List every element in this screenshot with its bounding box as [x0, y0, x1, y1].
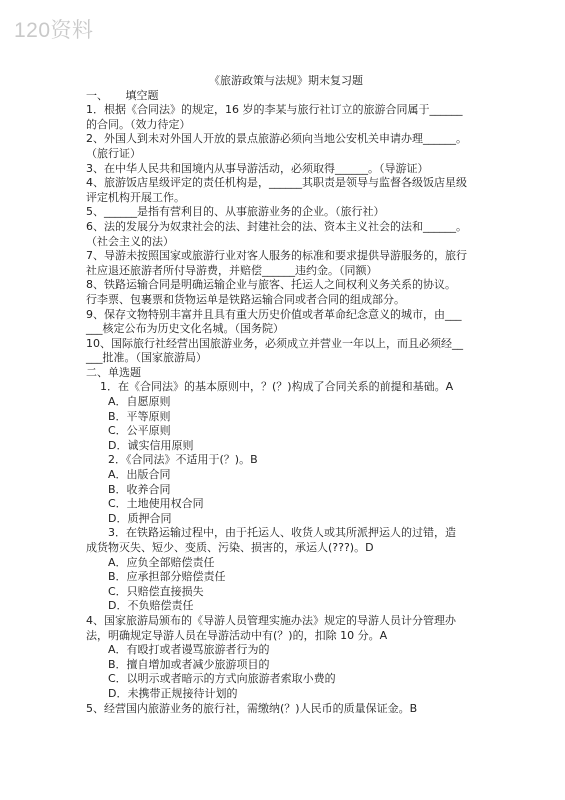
- question-line: 5、______是指有营利目的、从事旅游业务的企业。（旅行社）: [86, 205, 385, 219]
- answer-option: C．土地使用权合同: [108, 497, 204, 511]
- answer-option: C．以明示或者暗示的方式向旅游者索取小费的: [108, 672, 336, 686]
- question-line: 1．在《合同法》的基本原则中，？(？)构成了合同关系的前提和基础。A: [100, 380, 454, 394]
- section-heading-fill-in: 一、 填空题: [86, 88, 159, 102]
- question-line: 1．根据《合同法》的规定，16 岁的李某与旅行社订立的旅游合同属于______: [86, 103, 463, 117]
- answer-option: A．出版合同: [108, 468, 171, 482]
- answer-option: B．应承担部分赔偿责任: [108, 570, 226, 584]
- question-line: 7、导游未按照国家或旅游行业对客人服务的标准和要求提供导游服务的，旅行: [86, 249, 467, 263]
- question-line: 8、铁路运输合同是明确运输企业与旅客、托运人之间权利义务关系的协议。: [86, 278, 456, 292]
- question-line: ___批准。（国家旅游局）: [86, 351, 207, 365]
- answer-option: D．质押合同: [108, 511, 172, 525]
- question-line: 的合同。（效力待定）: [86, 117, 191, 131]
- question-line: 3．在铁路运输过程中，由于托运人、收货人或其所派押运人的过错，造: [108, 526, 456, 540]
- question-line: 成货物灭失、短少、变质、污染、损害的，承运人(???)。D: [86, 541, 374, 554]
- document-title: 《旅游政策与法规》期末复习题: [209, 74, 363, 87]
- answer-option: A．有殴打或者谩骂旅游者行为的: [108, 643, 270, 657]
- answer-option: D．诚实信用原则: [108, 438, 194, 452]
- question-line: 评定机构开展工作。: [86, 190, 185, 204]
- question-line: 2．《合同法》不适用于(？)。B: [108, 453, 258, 467]
- question-line: 行李票、包裹票和货物运单是铁路运输合同或者合同的组成部分。: [86, 292, 405, 306]
- question-line: ___核定公布为历史文化名城。（国务院）: [86, 322, 284, 336]
- answer-option: B．收养合同: [108, 482, 171, 496]
- question-line: 5、经营国内旅游业务的旅行社，需缴纳(？)人民币的质量保证金。B: [86, 701, 418, 715]
- question-line: （社会主义的法）: [86, 234, 174, 248]
- answer-option: C．只赔偿直接损失: [108, 584, 204, 598]
- question-line: 社应退还旅游者所付导游费，并赔偿______违约金。（同额）: [86, 263, 378, 277]
- watermark: 120资料: [14, 19, 94, 42]
- question-line: 6、法的发展分为奴隶社会的法、封建社会的法、资本主义社会的法和______。: [86, 219, 467, 233]
- answer-option: B．平等原则: [108, 409, 171, 423]
- answer-option: A．应负全部赔偿责任: [108, 555, 215, 569]
- question-line: 3、在中华人民共和国境内从事导游活动，必须取得______。（导游证）: [86, 161, 429, 175]
- question-line: 4、国家旅游局颁布的《导游人员管理实施办法》规定的导游人员计分管理办: [86, 613, 456, 627]
- answer-option: C．公平原则: [108, 424, 171, 438]
- question-line: （旅行证）: [86, 146, 141, 160]
- section-heading-single-choice: 二、单选题: [86, 365, 141, 379]
- question-line: 4、旅游饭店星级评定的责任机构是，______其职责是领导与监督各级饭店星级: [86, 176, 467, 190]
- question-line: 法，明确规定导游人员在导游活动中有(？)的，扣除 10 分。A: [86, 628, 388, 642]
- question-line: 9、保存文物特别丰富并且具有重大历史价值或者革命纪念意义的城市，由___: [86, 307, 462, 321]
- question-line: 2、外国人到未对外国人开放的景点旅游必须向当地公安机关申请办理______。: [86, 132, 467, 146]
- answer-option: A．自愿原则: [108, 395, 171, 409]
- document-body: [86, 74, 486, 716]
- answer-option: D．不负赔偿责任: [108, 599, 194, 613]
- answer-option: B．擅自增加或者减少旅游项目的: [108, 657, 270, 671]
- answer-option: D．未携带正规接待计划的: [108, 686, 238, 700]
- question-line: 10、国际旅行社经营出国旅游业务，必须成立并营业一年以上，而且必须经__: [86, 336, 463, 350]
